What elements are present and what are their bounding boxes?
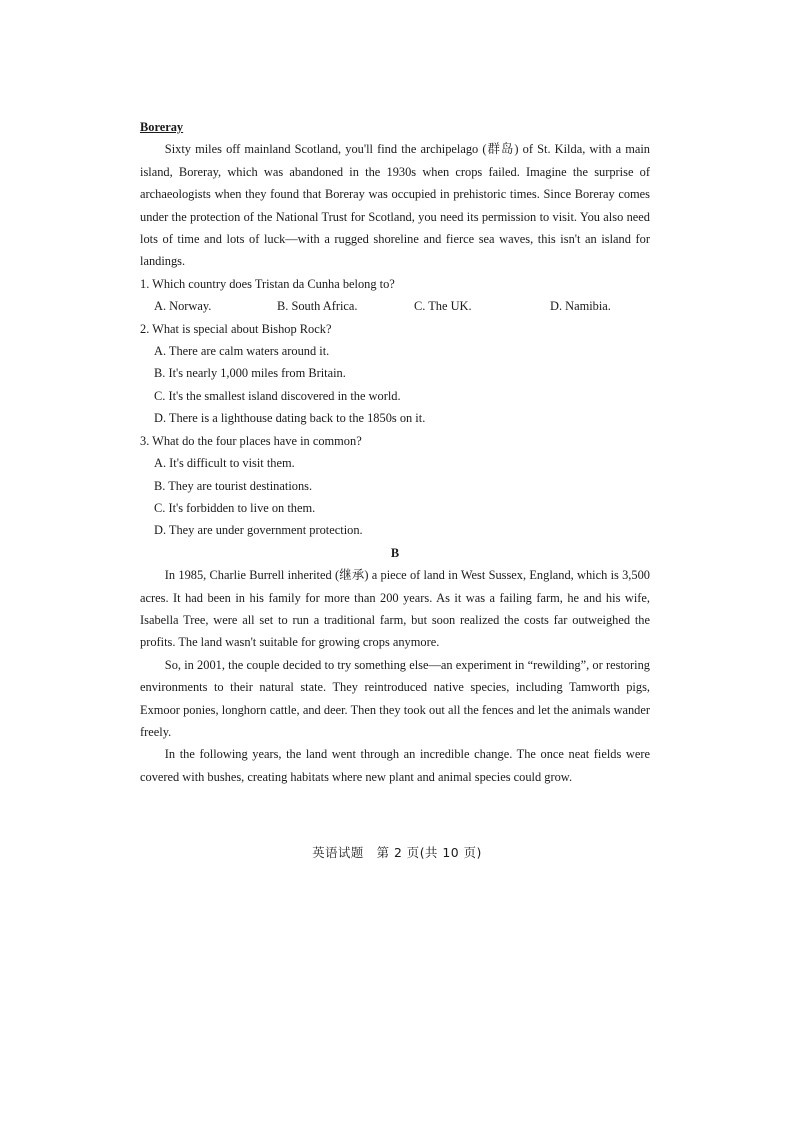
question-2-option-d: D. There is a lighthouse dating back to the 1850s on it. bbox=[154, 411, 426, 426]
question-1 bbox=[140, 273, 650, 318]
page-footer: 英语试题 第 2 页(共 10 页) bbox=[312, 845, 482, 860]
question-2-option-a: A. There are calm waters around it. bbox=[154, 344, 330, 359]
question-2-option-b: B. It's nearly 1,000 miles from Britain. bbox=[154, 366, 346, 381]
question-3-option-b: B. They are tourist destinations. bbox=[154, 478, 313, 493]
section-b bbox=[140, 542, 650, 788]
section-b-paragraph-1: In 1985, Charlie Burrell inherited (继承) a piece of land in West Sussex, England, which is 3,500 acres. It had been in his family for more than 200 years. As it was a failing farm, he and his wife, Isabella Tree, were all set to run a traditional farm, but soon realized the costs far outweighed the profits. The land wasn't suitable for growing crops anymore. bbox=[140, 568, 650, 650]
question-1-option-a: A. Norway. bbox=[154, 299, 212, 314]
question-1-options bbox=[154, 295, 650, 317]
question-2-option-c: C. It's the smallest island discovered in the world. bbox=[154, 388, 401, 403]
boreray-paragraph: Sixty miles off mainland Scotland, you'll find the archipelago (群岛) of St. Kilda, with a main island, Boreray, which was abandoned in the 1930s when crops failed. Imagine the surprise of archaeologists when they found that Boreray was occupied in prehistoric times. Since Boreray comes under the protection of the National Trust for Scotland, you need its permission to visit. You also need lots of time and lots of luck—with a rugged shoreline and fierce sea waves, this isn't an island for landings. bbox=[140, 142, 650, 269]
question-2-stem: 2. What is special about Bishop Rock? bbox=[140, 321, 332, 336]
question-1-option-d: D. Namibia. bbox=[550, 299, 611, 314]
exam-page-content bbox=[140, 116, 650, 788]
question-1-option-b: B. South Africa. bbox=[277, 299, 358, 314]
question-2 bbox=[140, 318, 650, 430]
question-3-option-c: C. It's forbidden to live on them. bbox=[154, 500, 316, 515]
question-3-option-a: A. It's difficult to visit them. bbox=[154, 456, 295, 471]
question-1-stem: 1. Which country does Tristan da Cunha belong to? bbox=[140, 276, 395, 291]
question-1-option-c: C. The UK. bbox=[414, 299, 472, 314]
question-3-stem: 3. What do the four places have in common? bbox=[140, 433, 362, 448]
section-b-paragraph-3: In the following years, the land went through an incredible change. The once neat fields were covered with bushes, creating habitats where new plant and animal species could grow. bbox=[140, 747, 650, 784]
section-b-paragraph-2: So, in 2001, the couple decided to try something else—an experiment in “rewilding”, or restoring environments to their natural state. They reintroduced native species, including Tamworth pigs, Exmoor ponies, longhorn cattle, and deer. Then they took out all the fences and let the animals wander freely. bbox=[140, 657, 650, 739]
section-b-title: B bbox=[390, 545, 400, 560]
boreray-heading: Boreray bbox=[140, 120, 184, 134]
question-3-option-d: D. They are under government protection. bbox=[154, 523, 363, 538]
boreray-section bbox=[140, 116, 650, 273]
question-3 bbox=[140, 430, 650, 542]
